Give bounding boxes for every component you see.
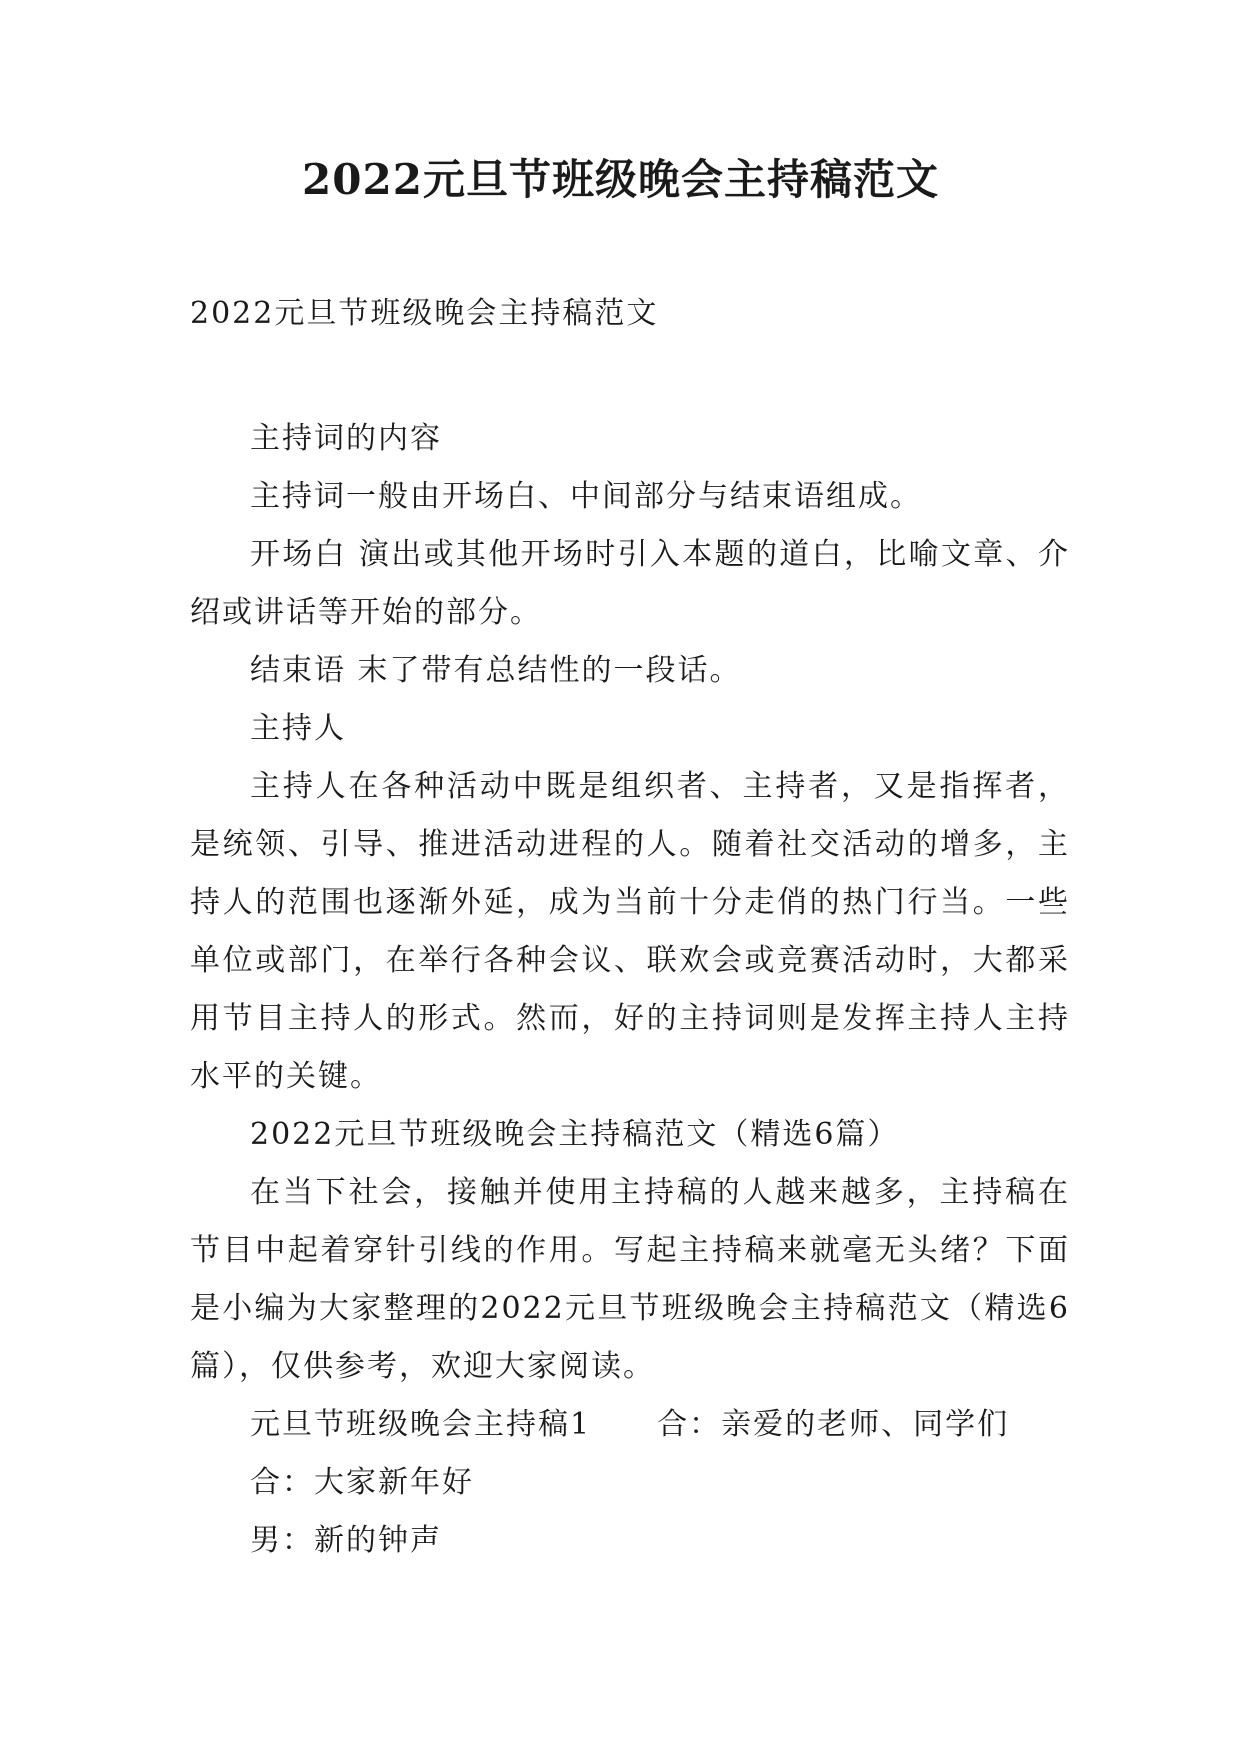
paragraph: 主持人 (250, 711, 346, 746)
paragraph: 主持人在各种活动中既是组织者、主持者，又是指挥者，是统领、引导、推进活动进程的人。随着社交活动的增多，主持人的范围也逐渐外延，成为当前十分走俏的热门行当。一些单位或部门，在举行各种会议、联欢会或竞赛活动时，大都采用节目主持人的形式。然而，好的主持词则是发挥主持人主持水平的关键。 (190, 769, 1070, 1094)
script-line: 男：新的钟声 (250, 1523, 442, 1558)
paragraph: 开场白 演出或其他开场时引入本题的道白，比喻文章、介绍或讲话等开始的部分。 (190, 537, 1070, 630)
paragraph: 结束语 末了带有总结性的一段话。 (250, 653, 742, 688)
paragraph: 主持词一般由开场白、中间部分与结束语组成。 (250, 479, 922, 514)
script-line: 合：大家新年好 (250, 1465, 474, 1500)
script-first-line: 合：亲爱的老师、同学们 (657, 1407, 1010, 1442)
script-heading: 元旦节班级晚会主持稿1 (250, 1407, 592, 1442)
paragraph: 2022元旦节班级晚会主持稿范文（精选6篇） (250, 1117, 900, 1152)
paragraph: 在当下社会，接触并使用主持稿的人越来越多，主持稿在节目中起着穿针引线的作用。写起主持稿来就毫无头绪？下面是小编为大家整理的2022元旦节班级晚会主持稿范文（精选6篇），仅供参考，欢迎大家阅读。 (190, 1175, 1070, 1384)
document-subtitle: 2022元旦节班级晚会主持稿范文 (190, 296, 659, 331)
paragraph: 主持词的内容 (250, 421, 442, 456)
document-body (190, 410, 1070, 1570)
script-heading-line (190, 1396, 1070, 1454)
document-title: 2022元旦节班级晚会主持稿范文 (302, 155, 939, 204)
